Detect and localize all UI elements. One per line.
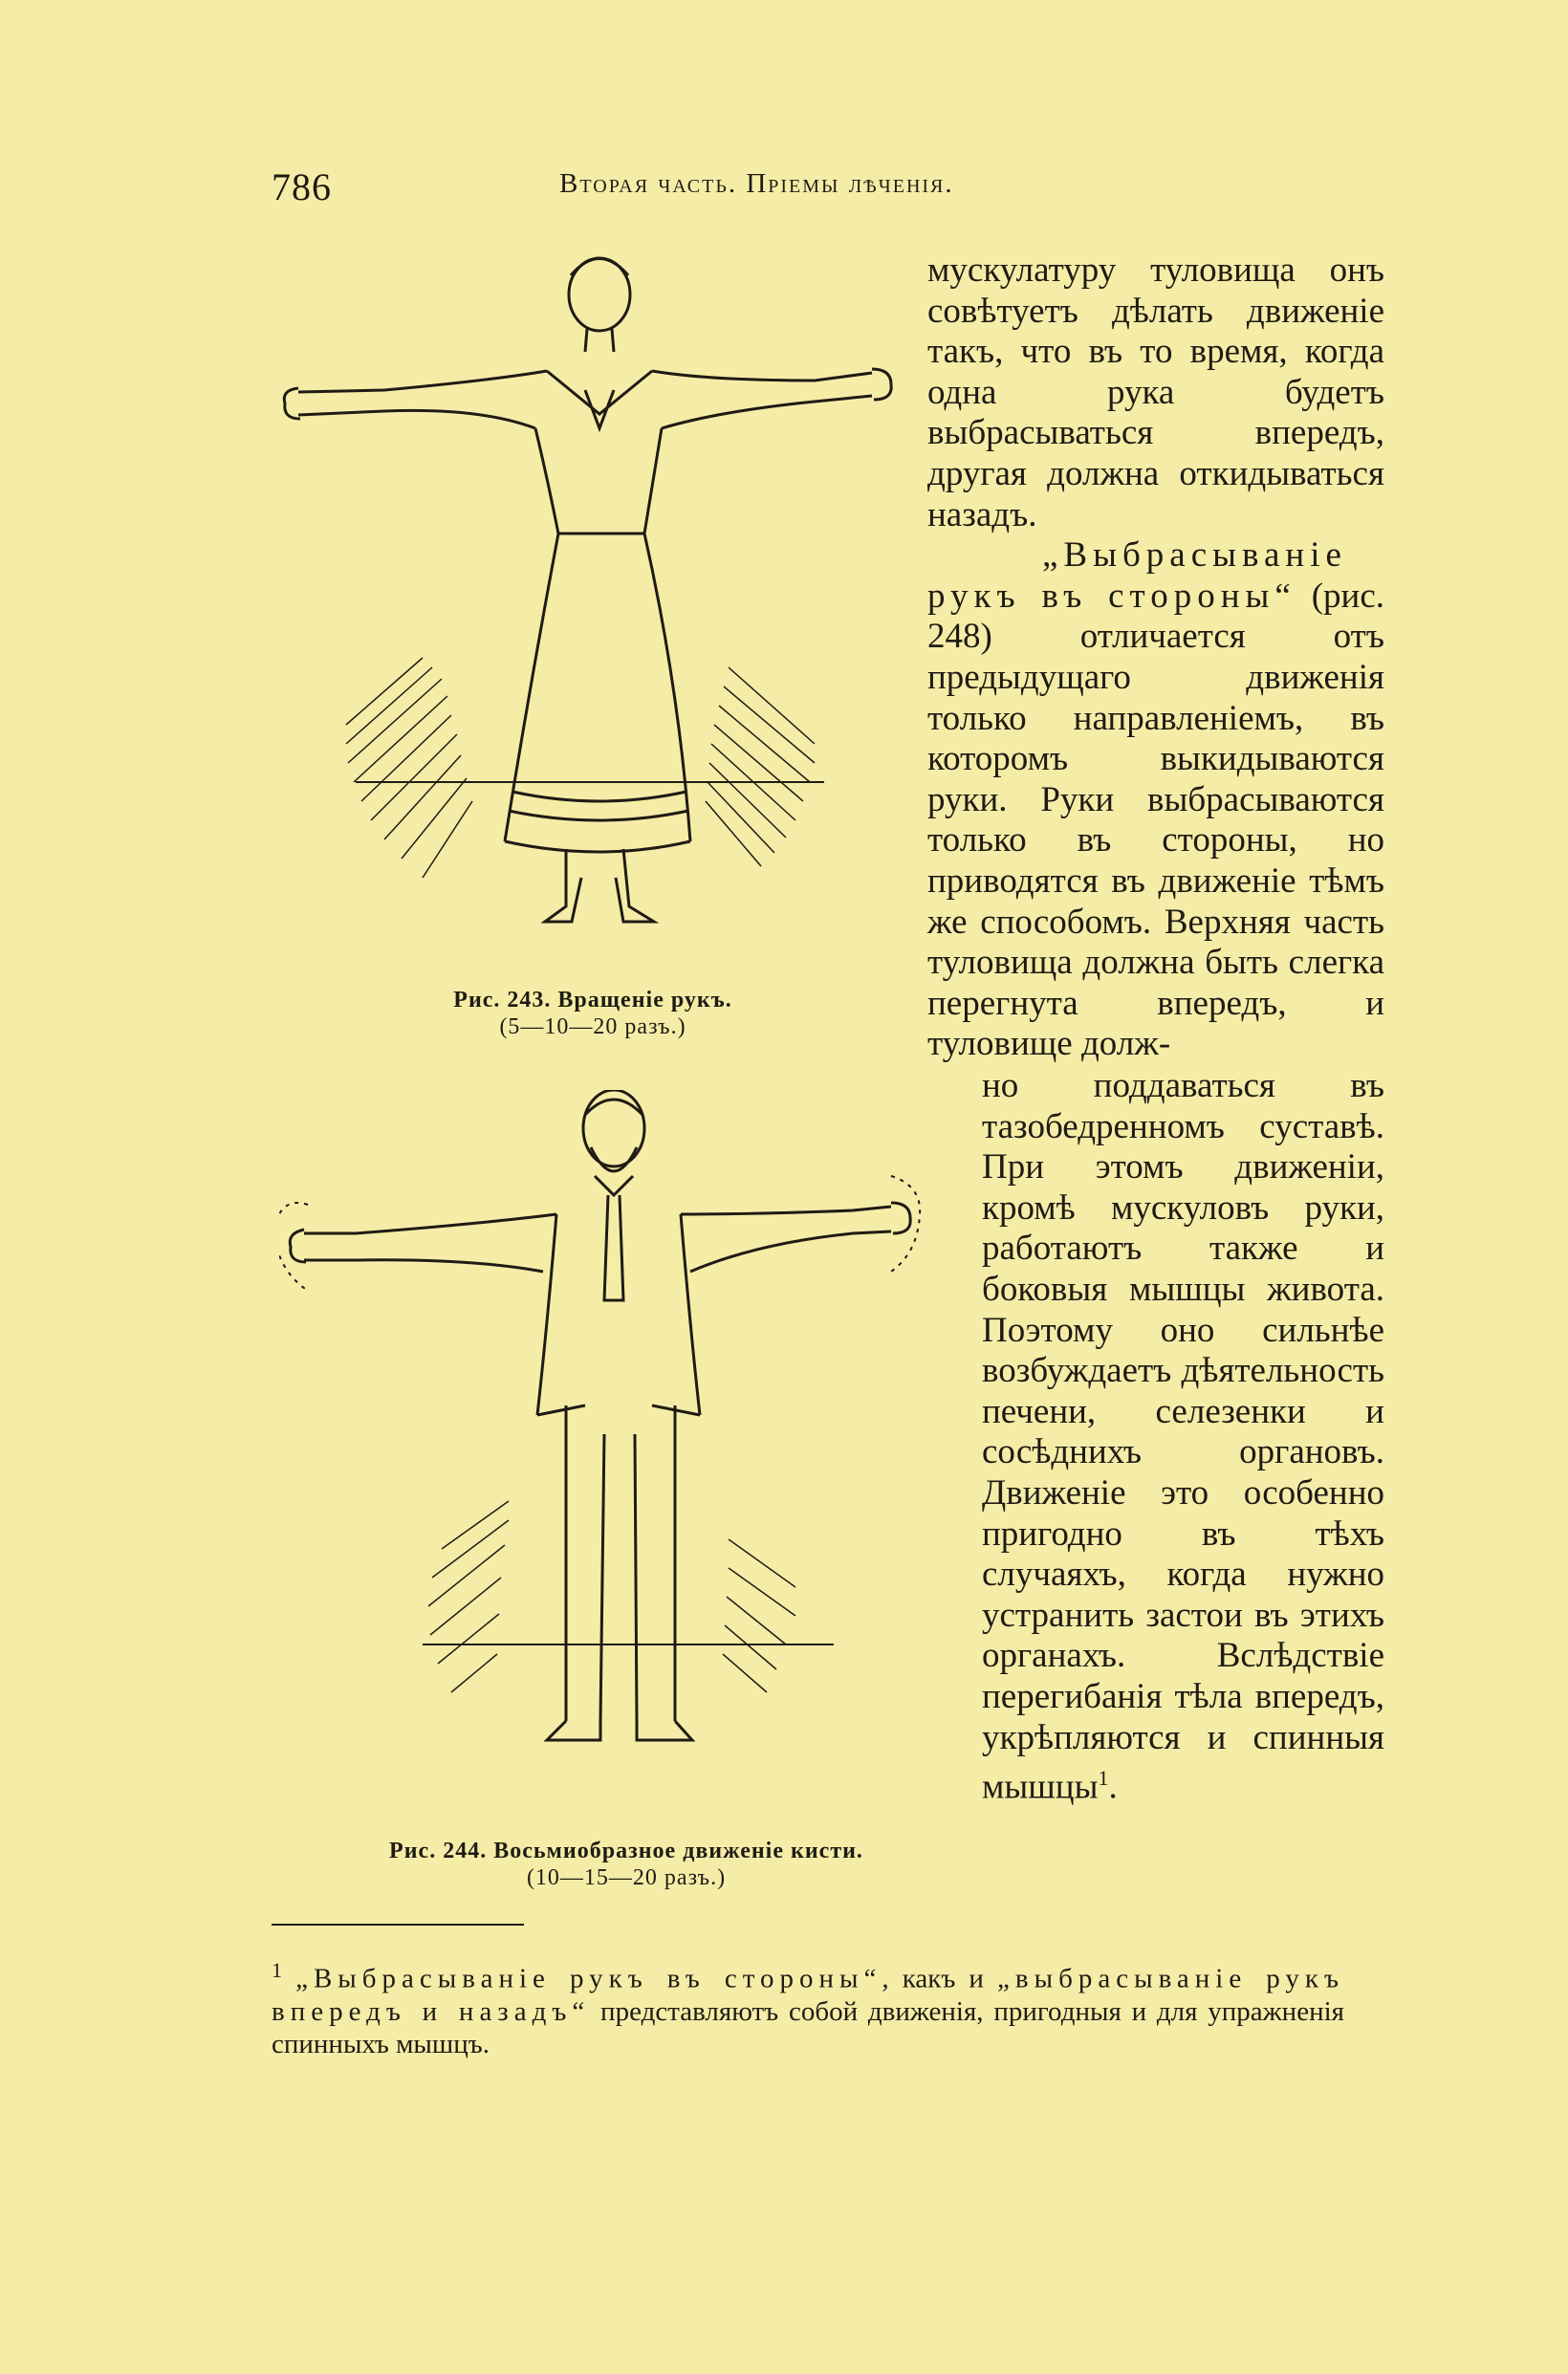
figure-244-caption bbox=[316, 1838, 937, 1891]
figure-243-caption-repeats: (5—10—20 разъ.) bbox=[499, 1014, 686, 1039]
figure-243-caption-title: Рис. 243. Вращеніе рукъ. bbox=[453, 988, 732, 1013]
footnote-separator bbox=[272, 1924, 524, 1926]
paragraph-2-start bbox=[927, 535, 1384, 1065]
paragraph-2-end: . bbox=[1108, 1767, 1118, 1807]
footnote-text-d: представляютъ собой движенія, пригодныя и для упражненія спинныхъ мышцъ. bbox=[272, 1995, 1344, 2059]
footnote-reference: 1 bbox=[1098, 1766, 1109, 1791]
figure-244-caption-title: Рис. 244. Восьмиобразное движеніе кисти. bbox=[389, 1839, 863, 1863]
term-arms-to-sides: „Выбрасываніе рукъ въ стороны“ bbox=[927, 535, 1347, 616]
figure-243-caption bbox=[382, 987, 803, 1040]
paragraph-2-text-a: (рис. 248) отличается отъ предыдущаго движенія только направленіемъ, въ которомъ выкидываются руки. Руки выбрасываются только въ стороны, но приводятся въ движеніе тѣмъ же способомъ. Верхняя часть туловища должна быть слегка перегнута впередъ, и туловище долж- bbox=[927, 576, 1384, 1064]
paragraph-2-text-b: но поддаваться въ тазобедренномъ суставѣ. При этомъ движеніи, кромѣ мускуловъ руки, работаютъ также и боковыя мышцы живота. Поэтому оно сильнѣе возбуждаетъ дѣятельность печени, селезенки и сосѣднихъ органовъ. Движеніе это особенно пригодно въ тѣхъ случаяхъ, когда нужно устранить застои въ этихъ органахъ. Вслѣдствіе перегибанія тѣла впередъ, укрѣпляются и спинныя мышцы bbox=[982, 1066, 1384, 1807]
footnote-text-b: , какъ и bbox=[882, 1963, 998, 1994]
figure-243-illustration bbox=[279, 247, 910, 973]
body-text-column-lower bbox=[982, 1066, 1384, 1808]
running-head: Вторая часть. Пріемы лѣченія. bbox=[559, 168, 954, 199]
footnote-term-c: „выбрасываніе рукъ впередъ и назадъ“ bbox=[272, 1963, 1344, 2027]
paragraph-1: мускулатуру туловища онъ совѣтуетъ дѣлать движеніе такъ, что въ то время, когда одна рука будетъ выбрасываться впередъ, другая должна откидываться назадъ. bbox=[927, 250, 1384, 534]
footnote bbox=[272, 1954, 1344, 2060]
woman-arm-rotation-drawing bbox=[279, 247, 910, 973]
man-wrist-figure-eight-drawing bbox=[279, 1090, 948, 1817]
figure-244-caption-repeats: (10—15—20 разъ.) bbox=[526, 1865, 727, 1890]
footnote-term-a: „Выбрасываніе рукъ въ стороны“ bbox=[295, 1963, 882, 1994]
page-number: 786 bbox=[272, 165, 332, 208]
footnote-marker: 1 bbox=[272, 1958, 282, 1982]
figure-244-illustration bbox=[279, 1090, 948, 1817]
body-text-column-upper bbox=[927, 250, 1384, 1065]
paragraph-2-continued bbox=[982, 1066, 1384, 1808]
